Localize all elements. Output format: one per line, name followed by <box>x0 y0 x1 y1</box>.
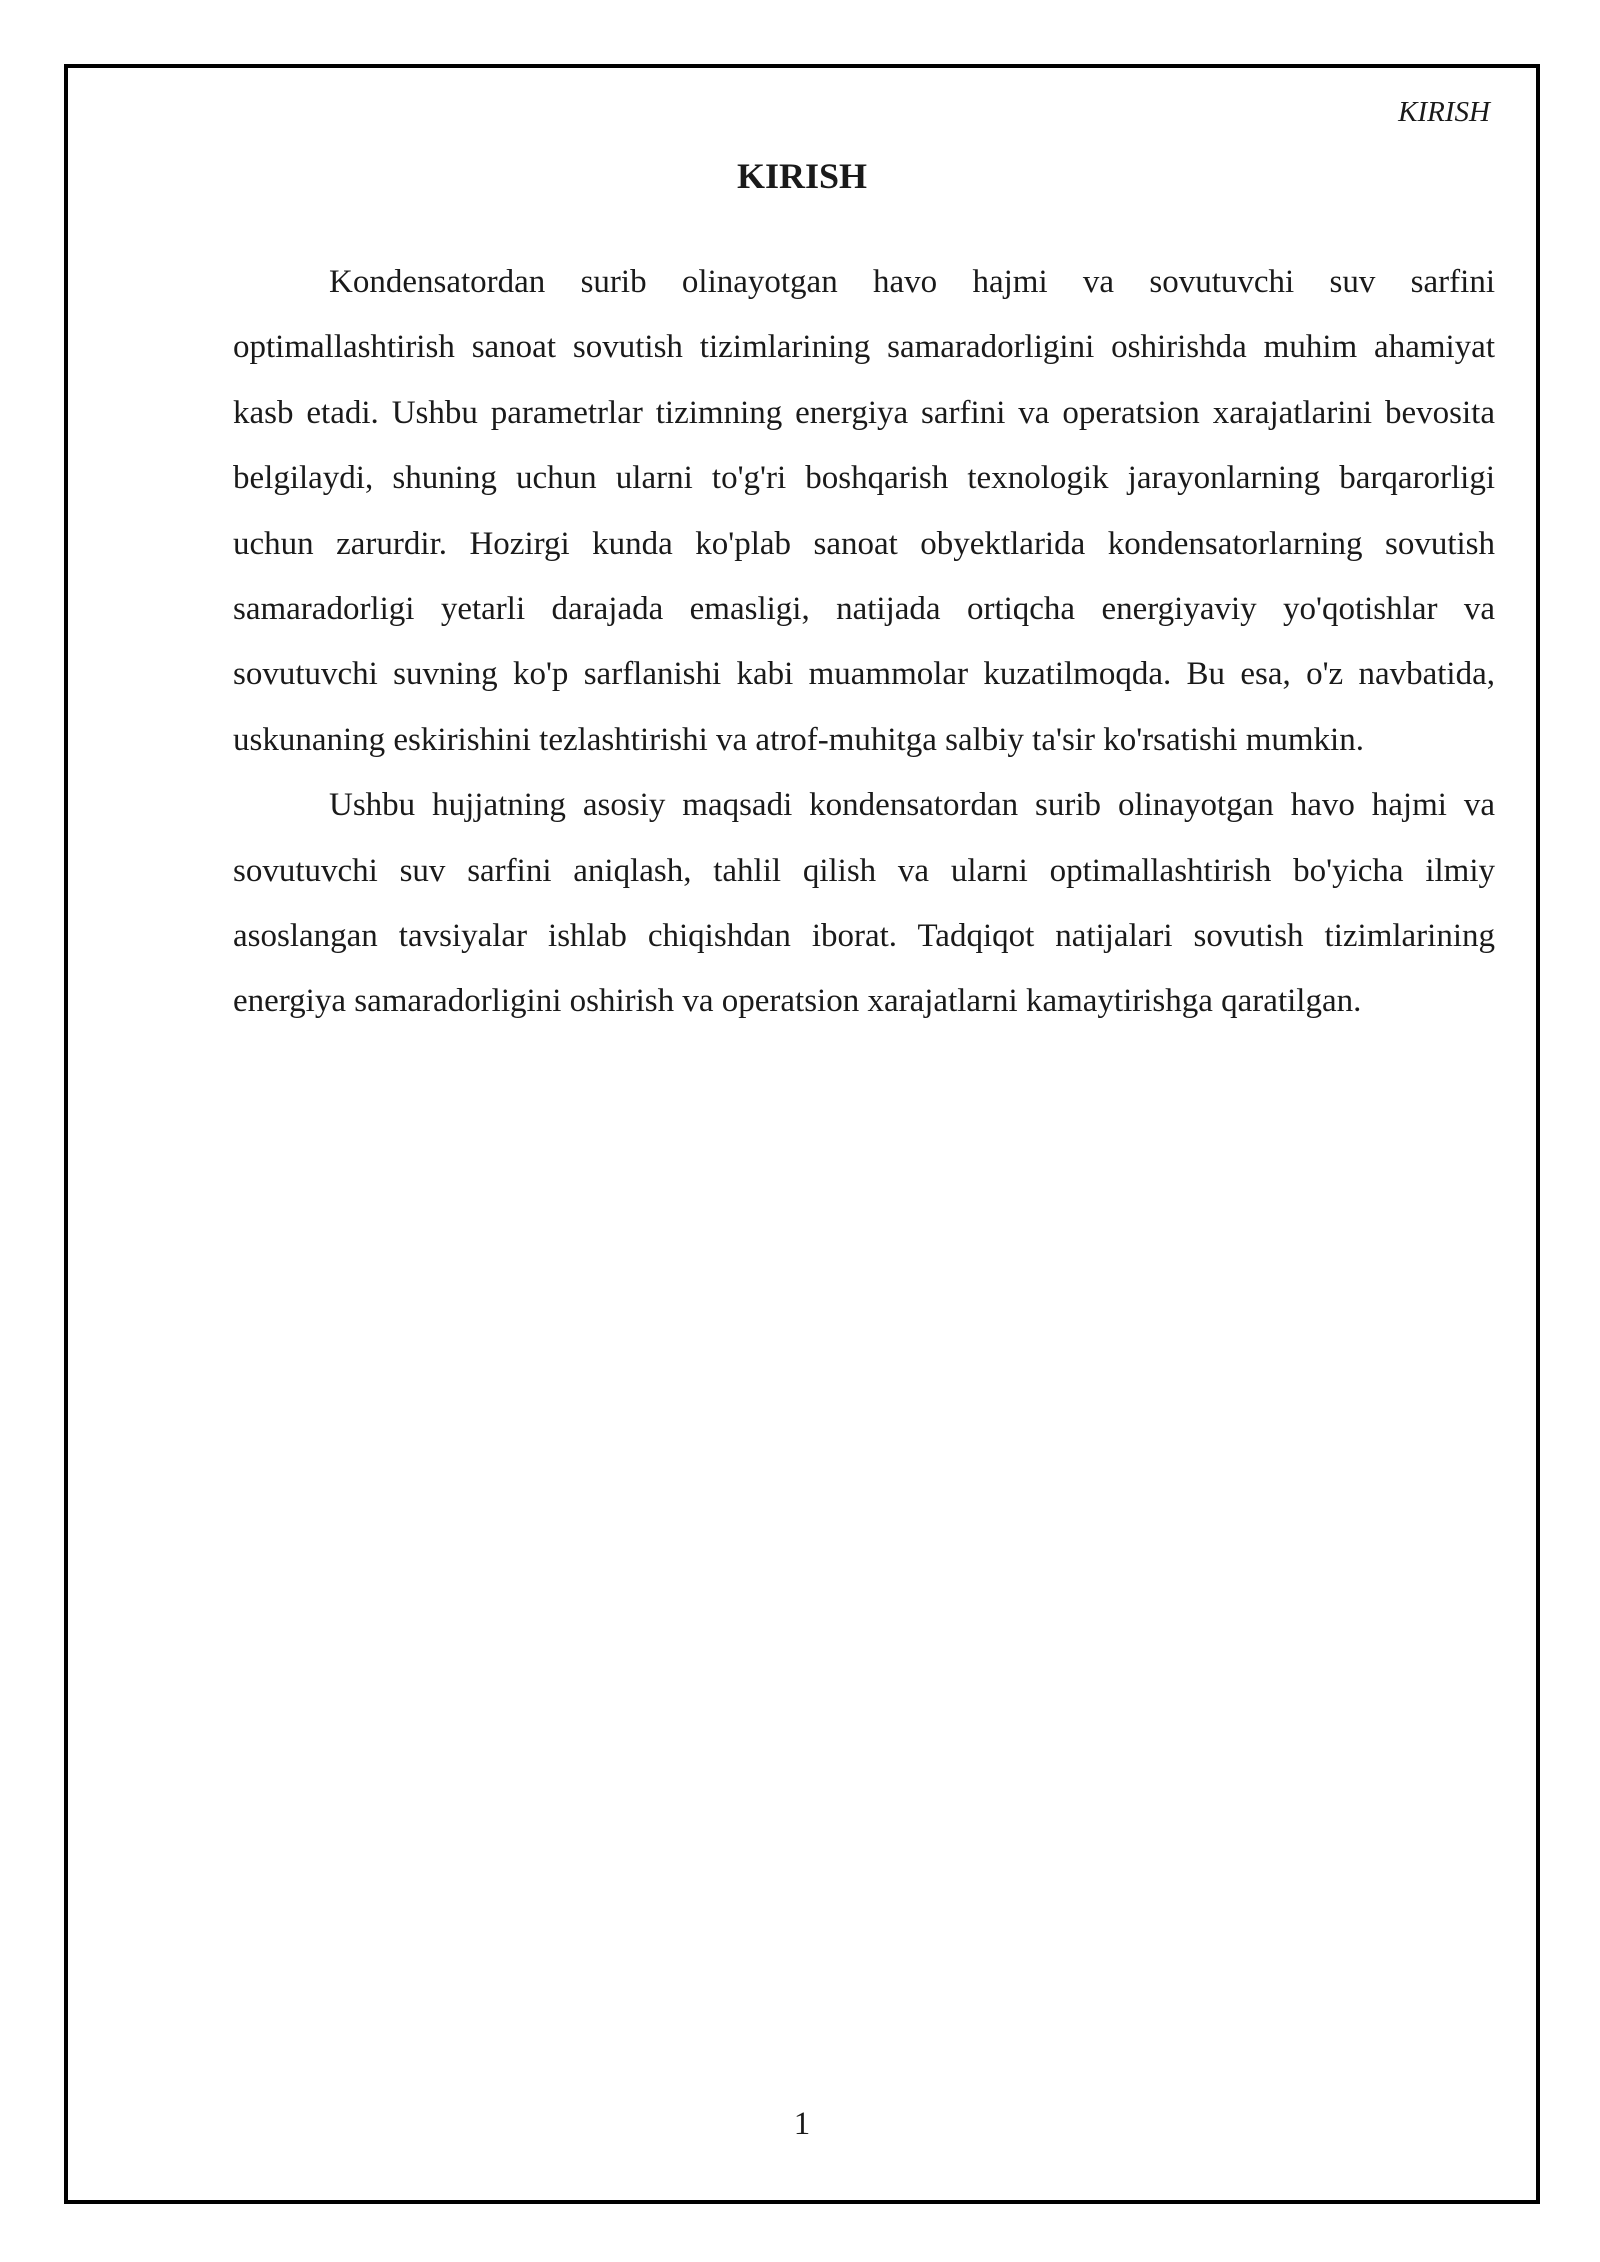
section-title: KIRISH <box>736 156 868 196</box>
section-body <box>233 250 1495 1035</box>
page-frame <box>64 64 1540 2204</box>
paragraph: Kondensatordan surib olinayotgan havo hajmi va sovutuvchi suv sarfini optimallashtirish sanoat sovutish tizimlarining samaradorligini oshirishda muhim ahamiyat kasb etadi. Ushbu parametrlar tizimning energiya sarfini va operatsion xarajatlarini bevosita belgilaydi, shuning uchun ularni to'g'ri boshqarish texnologik jarayonlarning barqarorligi uchun zarurdir. Hozirgi kunda ko'plab sanoat obyektlarida kondensatorlarning sovutish samaradorligi yetarli darajada emasligi, natijada ortiqcha energiyaviy yo'qotishlar va sovutuvchi suvning ko'p sarflanishi kabi muammolar kuzatilmoqda. Bu esa, o'z navbatida, uskunaning eskirishini tezlashtirishi va atrof-muhitga salbiy ta'sir ko'rsatishi mumkin. <box>233 264 1495 758</box>
running-header: KIRISH <box>1398 96 1490 128</box>
page-number: 1 <box>793 2106 811 2142</box>
paragraph: Ushbu hujjatning asosiy maqsadi kondensatordan surib olinayotgan havo hajmi va sovutuvchi suv sarfini aniqlash, tahlil qilish va ularni optimallashtirish bo'yicha ilmiy asoslangan tavsiyalar ishlab chiqishdan iborat. Tadqiqot natijalari sovutish tizimlarining energiya samaradorligini oshirish va operatsion xarajatlarni kamaytirishga qaratilgan. <box>233 787 1495 1020</box>
